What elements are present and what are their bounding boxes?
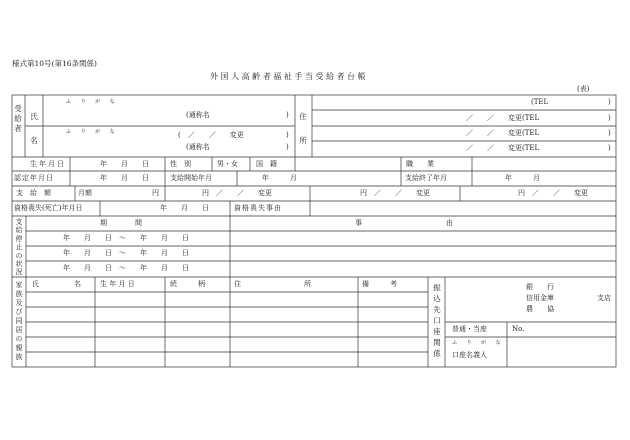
suspension-reason-label: 事 由: [355, 219, 453, 227]
monthly-label: 月額: [78, 189, 92, 197]
loss-reason-label: 資格喪失事由: [234, 204, 282, 212]
amount-change-1: 円 ／ ／ 変更: [202, 189, 272, 197]
family-col-remarks: 備 考: [362, 280, 397, 288]
sex-value: 男・女: [217, 160, 238, 168]
occupation-label: 職 業: [406, 160, 434, 168]
loss-date-label: 資格喪失(死亡)年月日: [14, 204, 83, 212]
address-change-3-close: ): [608, 144, 611, 152]
alias-label: (通称名: [186, 111, 210, 119]
nationality-label: 国 籍: [256, 160, 277, 168]
suspension-row-2: 年 月 日 〜 年 月 日: [63, 249, 189, 257]
suspension-row-3: 年 月 日 〜 年 月 日: [63, 264, 189, 272]
address-change-2: ／ ／ 変更(TEL: [466, 129, 540, 137]
end-value: 年 月: [505, 174, 540, 182]
recipient-vertical-label: 受給者: [14, 104, 22, 133]
suspension-row-1: 年 月 日 〜 年 月 日: [63, 234, 189, 242]
approval-value: 年 月 日: [100, 174, 149, 182]
amount-change-2: 円 ／ ／ 変更: [360, 189, 430, 197]
holder-furigana: ふ り が な: [452, 340, 505, 346]
family-col-name: 氏 名: [32, 280, 81, 288]
address-change-1-close: ): [608, 114, 611, 122]
change-alias-close: ): [286, 143, 289, 151]
loss-date-value: 年 月 日: [160, 204, 209, 212]
form-number: 様式第10号(第16条関係): [12, 59, 97, 68]
monthly-yen: 円: [152, 189, 159, 197]
family-col-birth: 生 年 月 日: [100, 280, 135, 288]
address-change-3: ／ ／ 変更(TEL: [466, 144, 540, 152]
bank-type-shinkin: 信用金庫: [526, 294, 554, 302]
form-title: 外 国 人 高 齢 者 福 祉 手 当 受 給 者 台 帳: [210, 72, 366, 81]
family-col-relation: 続 柄: [170, 280, 205, 288]
change-alias-label: (通称名: [186, 143, 210, 151]
account-type-label: 普通・当座: [452, 325, 487, 333]
start-label: 支給開始年月: [170, 174, 212, 182]
name-label: 氏名: [30, 112, 38, 145]
sex-label: 性 別: [170, 160, 191, 168]
side-label: (表): [577, 85, 590, 93]
account-number-label: No.: [512, 325, 525, 333]
start-value: 年 月: [262, 174, 297, 182]
amount-change-3: 円 ／ ／ 変更: [518, 189, 588, 197]
holder-label: 口座名義人: [452, 351, 487, 359]
name-change-date: ( ／ ／ 変更: [178, 131, 244, 139]
family-col-address: 住 所: [234, 280, 311, 288]
approval-label: 認定年月日: [14, 174, 54, 182]
address-label: 住所: [299, 112, 307, 145]
name-change-close: ): [286, 131, 289, 139]
suspension-period-label: 期 間: [100, 219, 142, 227]
bank-vertical-label: 振込先口座関係: [433, 283, 441, 358]
address-change-1: ／ ／ 変更(TEL: [466, 114, 540, 122]
end-label: 支給終了年月: [405, 174, 447, 182]
address-change-2-close: ): [608, 129, 611, 137]
bank-branch-label: 支店: [597, 294, 611, 302]
alias-close: ): [286, 111, 289, 119]
bank-type-bank: 銀 行: [526, 283, 554, 291]
suspension-vertical-label: 支給停止の状況: [15, 218, 23, 277]
name-change-furigana: ふ り が な: [66, 129, 119, 135]
birth-label: 生年月日: [30, 160, 66, 168]
birth-value: 年 月 日: [100, 160, 149, 168]
address-tel: (TEL: [531, 98, 549, 106]
name-furigana: ふ り が な: [66, 99, 119, 105]
amount-label: 支 給 額: [16, 189, 51, 197]
address-tel-close: ): [608, 98, 611, 106]
bank-type-noukyou: 農 協: [526, 305, 554, 313]
family-vertical-label: 家族及び同居の親族: [15, 281, 23, 361]
